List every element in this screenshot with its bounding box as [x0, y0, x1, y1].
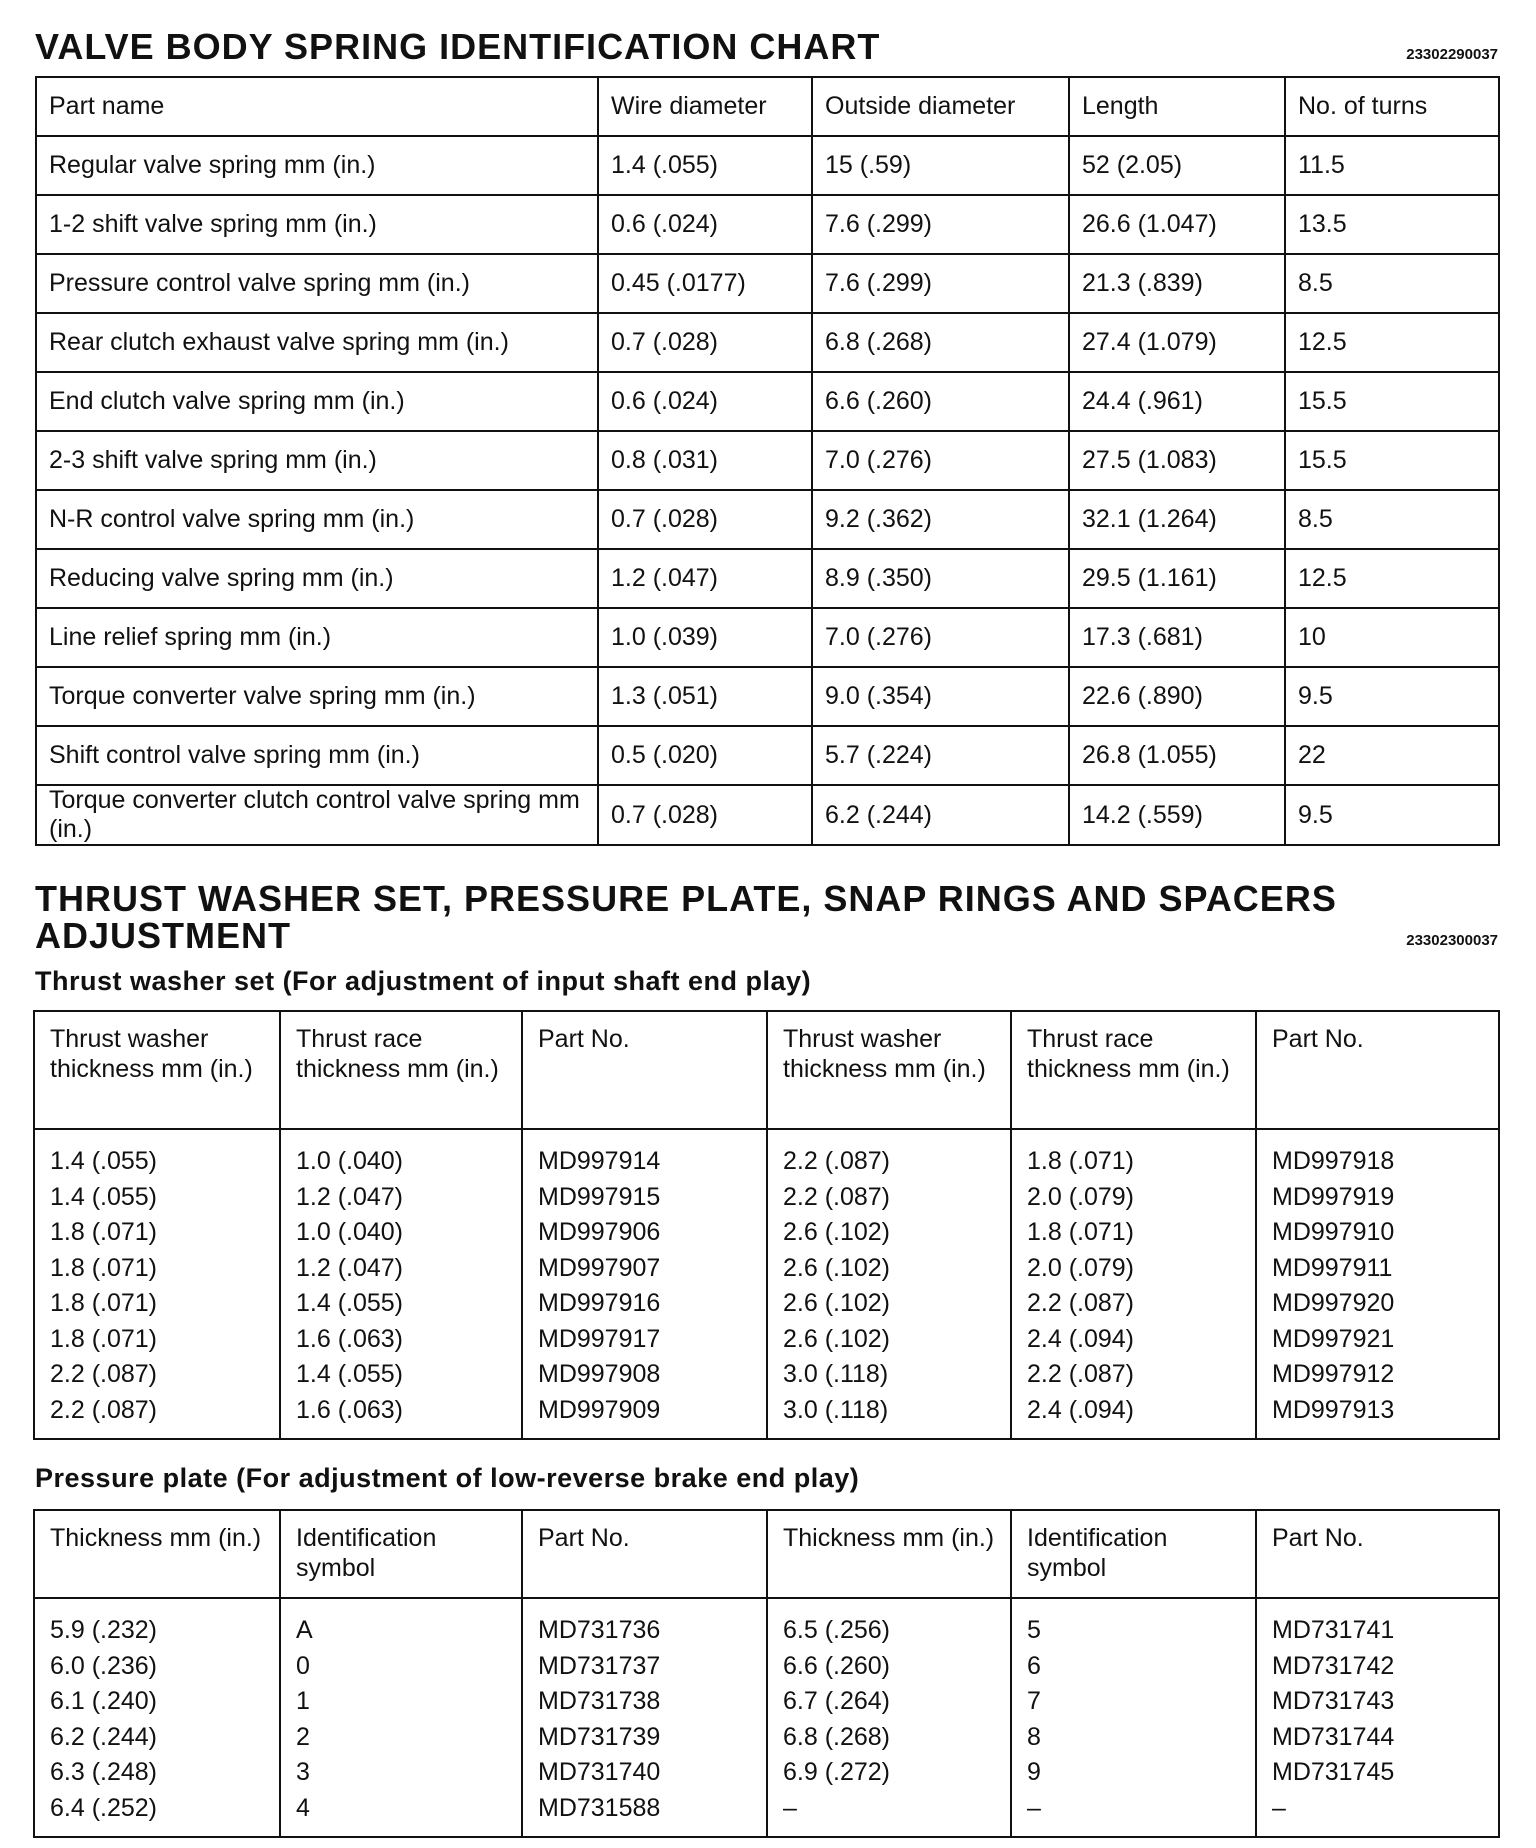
table-cell: 1 [280, 1684, 522, 1720]
table-row [34, 1180, 1499, 1216]
table-cell: 1.4 (.055) [598, 136, 812, 195]
table-row [34, 1755, 1499, 1791]
table-cell: 7.6 (.299) [812, 254, 1069, 313]
table-cell: 15 (.59) [812, 136, 1069, 195]
table-cell: 2.6 (.102) [767, 1322, 1011, 1358]
table-cell: 2.6 (.102) [767, 1286, 1011, 1322]
table-row [36, 726, 1499, 785]
table-row [34, 1720, 1499, 1756]
table-cell: MD731737 [522, 1649, 767, 1685]
table-cell: MD731742 [1256, 1649, 1499, 1685]
table-cell: 0.7 (.028) [598, 785, 812, 845]
column-header: Thrust race thickness mm (in.) [1011, 1011, 1256, 1129]
table-row [36, 136, 1499, 195]
section-title-thrust-washer: THRUST WASHER SET, PRESSURE PLATE, SNAP RINGS AND SPACERS ADJUSTMENT [35, 878, 1337, 956]
table-cell: 1.8 (.071) [1011, 1129, 1256, 1180]
table-cell: 9.0 (.354) [812, 667, 1069, 726]
table-cell: 7.0 (.276) [812, 608, 1069, 667]
table-cell: Rear clutch exhaust valve spring mm (in.) [36, 313, 598, 372]
table-cell: 2.2 (.087) [767, 1180, 1011, 1216]
table-cell: MD997906 [522, 1215, 767, 1251]
table-row [36, 254, 1499, 313]
table-row [34, 1649, 1499, 1685]
table-cell: Torque converter clutch control valve spring mm (in.) [36, 785, 598, 845]
table-cell: MD997918 [1256, 1129, 1499, 1180]
table-cell: 22.6 (.890) [1069, 667, 1285, 726]
table-cell: 5.7 (.224) [812, 726, 1069, 785]
column-header: Thrust washer thickness mm (in.) [34, 1011, 280, 1129]
table-row [36, 490, 1499, 549]
table-cell: Pressure control valve spring mm (in.) [36, 254, 598, 313]
table-cell: – [767, 1791, 1011, 1838]
table-cell: 3.0 (.118) [767, 1393, 1011, 1440]
table-cell: 1.8 (.071) [34, 1286, 280, 1322]
table-cell: 1.8 (.071) [34, 1322, 280, 1358]
table-cell: MD997914 [522, 1129, 767, 1180]
table-cell: 6.2 (.244) [812, 785, 1069, 845]
table-row [36, 195, 1499, 254]
table-row [34, 1684, 1499, 1720]
column-header: Wire diameter [598, 77, 812, 136]
table-cell: 6.5 (.256) [767, 1598, 1011, 1649]
table-row [36, 549, 1499, 608]
table-cell: 2.2 (.087) [1011, 1286, 1256, 1322]
table-cell: 2.4 (.094) [1011, 1322, 1256, 1358]
table-cell: 2.2 (.087) [34, 1393, 280, 1440]
column-header: Thrust race thickness mm (in.) [280, 1011, 522, 1129]
table-cell: 1.6 (.063) [280, 1322, 522, 1358]
table-cell: MD731739 [522, 1720, 767, 1756]
column-header: Part No. [1256, 1510, 1499, 1598]
table-cell: 6.1 (.240) [34, 1684, 280, 1720]
table-cell: Torque converter valve spring mm (in.) [36, 667, 598, 726]
table-cell: 2.6 (.102) [767, 1215, 1011, 1251]
table-cell: 26.8 (1.055) [1069, 726, 1285, 785]
column-header: Part No. [522, 1510, 767, 1598]
table-cell: 27.4 (1.079) [1069, 313, 1285, 372]
table-cell: 0.7 (.028) [598, 313, 812, 372]
table-row [36, 372, 1499, 431]
table-cell: 9.5 [1285, 785, 1499, 845]
table-cell: 6.3 (.248) [34, 1755, 280, 1791]
table-cell: 24.4 (.961) [1069, 372, 1285, 431]
table-cell: 6.6 (.260) [767, 1649, 1011, 1685]
valve-spring-table [35, 76, 1500, 846]
table-cell: 0.7 (.028) [598, 490, 812, 549]
table-cell: Shift control valve spring mm (in.) [36, 726, 598, 785]
table-cell: A [280, 1598, 522, 1649]
table-cell: 5.9 (.232) [34, 1598, 280, 1649]
table-cell: 9 [1011, 1755, 1256, 1791]
section-code: 23302290037 [1406, 46, 1498, 63]
table-cell: End clutch valve spring mm (in.) [36, 372, 598, 431]
column-header: Thickness mm (in.) [34, 1510, 280, 1598]
table-cell: 52 (2.05) [1069, 136, 1285, 195]
table-cell: MD997913 [1256, 1393, 1499, 1440]
table-cell: MD731743 [1256, 1684, 1499, 1720]
table-cell: 21.3 (.839) [1069, 254, 1285, 313]
table-cell: MD997908 [522, 1357, 767, 1393]
table-cell: MD731741 [1256, 1598, 1499, 1649]
table-cell: 1-2 shift valve spring mm (in.) [36, 195, 598, 254]
thrust-washer-subtitle: Thrust washer set (For adjustment of input shaft end play) [35, 966, 812, 996]
table-cell: MD997909 [522, 1393, 767, 1440]
table-cell: 6.8 (.268) [767, 1720, 1011, 1756]
table-cell: 1.8 (.071) [34, 1215, 280, 1251]
table-cell: 0.5 (.020) [598, 726, 812, 785]
table-cell: 15.5 [1285, 431, 1499, 490]
table-cell: 0.6 (.024) [598, 372, 812, 431]
table-cell: MD731736 [522, 1598, 767, 1649]
table-cell: 3.0 (.118) [767, 1357, 1011, 1393]
table-cell: 6.2 (.244) [34, 1720, 280, 1756]
table-cell: 8.9 (.350) [812, 549, 1069, 608]
table-row [36, 785, 1499, 845]
table-cell: 15.5 [1285, 372, 1499, 431]
table-cell: 2.2 (.087) [1011, 1357, 1256, 1393]
table-cell: 27.5 (1.083) [1069, 431, 1285, 490]
table-cell: 1.8 (.071) [34, 1251, 280, 1287]
table-cell: 6 [1011, 1649, 1256, 1685]
table-cell: 0 [280, 1649, 522, 1685]
table-cell: MD997911 [1256, 1251, 1499, 1287]
header-row [36, 77, 1499, 136]
table-cell: 1.4 (.055) [34, 1180, 280, 1216]
section-code: 23302300037 [1406, 932, 1498, 949]
table-cell: 32.1 (1.264) [1069, 490, 1285, 549]
table-cell: 6.6 (.260) [812, 372, 1069, 431]
table-cell: MD997915 [522, 1180, 767, 1216]
table-cell: 1.4 (.055) [280, 1286, 522, 1322]
table-row [34, 1251, 1499, 1287]
table-cell: 9.5 [1285, 667, 1499, 726]
table-cell: 2.2 (.087) [767, 1129, 1011, 1180]
table-row [36, 608, 1499, 667]
table-cell: – [1256, 1791, 1499, 1838]
column-header: Outside diameter [812, 77, 1069, 136]
table-cell: 9.2 (.362) [812, 490, 1069, 549]
table-cell: 2 [280, 1720, 522, 1756]
table-cell: 1.6 (.063) [280, 1393, 522, 1440]
table-row [34, 1215, 1499, 1251]
table-cell: MD997907 [522, 1251, 767, 1287]
table-cell: 0.45 (.0177) [598, 254, 812, 313]
table-cell: 7 [1011, 1684, 1256, 1720]
column-header: Identification symbol [280, 1510, 522, 1598]
table-cell: 6.7 (.264) [767, 1684, 1011, 1720]
table-cell: 14.2 (.559) [1069, 785, 1285, 845]
table-cell: 2.4 (.094) [1011, 1393, 1256, 1440]
table-cell: 1.2 (.047) [598, 549, 812, 608]
column-header: Part No. [522, 1011, 767, 1129]
table-cell: 7.6 (.299) [812, 195, 1069, 254]
table-cell: 0.8 (.031) [598, 431, 812, 490]
pressure-plate-subtitle: Pressure plate (For adjustment of low-reverse brake end play) [35, 1463, 860, 1493]
table-row [34, 1322, 1499, 1358]
table-row [34, 1791, 1499, 1838]
table-cell: 2.0 (.079) [1011, 1180, 1256, 1216]
table-cell: MD731740 [522, 1755, 767, 1791]
table-cell: 10 [1285, 608, 1499, 667]
table-cell: 3 [280, 1755, 522, 1791]
table-cell: 1.4 (.055) [280, 1357, 522, 1393]
table-row [34, 1598, 1499, 1649]
table-cell: 2.6 (.102) [767, 1251, 1011, 1287]
table-row [34, 1286, 1499, 1322]
table-cell: MD997920 [1256, 1286, 1499, 1322]
table-cell: 6.0 (.236) [34, 1649, 280, 1685]
table-cell: 5 [1011, 1598, 1256, 1649]
table-cell: 1.3 (.051) [598, 667, 812, 726]
table-cell: 1.0 (.040) [280, 1129, 522, 1180]
table-cell: 12.5 [1285, 549, 1499, 608]
table-cell: MD731738 [522, 1684, 767, 1720]
table-cell: MD731744 [1256, 1720, 1499, 1756]
section-title-valve-spring: VALVE BODY SPRING IDENTIFICATION CHART [35, 26, 881, 67]
table-row [34, 1357, 1499, 1393]
table-cell: MD997921 [1256, 1322, 1499, 1358]
table-cell: 26.6 (1.047) [1069, 195, 1285, 254]
table-cell: 1.2 (.047) [280, 1251, 522, 1287]
table-cell: Line relief spring mm (in.) [36, 608, 598, 667]
table-cell: 8 [1011, 1720, 1256, 1756]
table-cell: – [1011, 1791, 1256, 1838]
table-cell: MD997910 [1256, 1215, 1499, 1251]
table-cell: MD997919 [1256, 1180, 1499, 1216]
column-header: Part No. [1256, 1011, 1499, 1129]
header-row [34, 1011, 1499, 1129]
table-cell: 6.8 (.268) [812, 313, 1069, 372]
thrust-washer-table [33, 1010, 1500, 1440]
table-cell: 6.4 (.252) [34, 1791, 280, 1838]
table-row [36, 431, 1499, 490]
table-cell: 8.5 [1285, 254, 1499, 313]
table-cell: 2-3 shift valve spring mm (in.) [36, 431, 598, 490]
table-cell: N-R control valve spring mm (in.) [36, 490, 598, 549]
header-row [34, 1510, 1499, 1598]
table-cell: 1.0 (.039) [598, 608, 812, 667]
table-cell: 8.5 [1285, 490, 1499, 549]
table-cell: 12.5 [1285, 313, 1499, 372]
table-row [36, 667, 1499, 726]
table-cell: Regular valve spring mm (in.) [36, 136, 598, 195]
table-cell: 13.5 [1285, 195, 1499, 254]
table-cell: 0.6 (.024) [598, 195, 812, 254]
table-cell: 17.3 (.681) [1069, 608, 1285, 667]
pressure-plate-table [33, 1509, 1500, 1838]
column-header: Thrust washer thickness mm (in.) [767, 1011, 1011, 1129]
table-cell: MD731745 [1256, 1755, 1499, 1791]
table-cell: MD997916 [522, 1286, 767, 1322]
table-cell: 7.0 (.276) [812, 431, 1069, 490]
table-cell: 22 [1285, 726, 1499, 785]
table-cell: 4 [280, 1791, 522, 1838]
table-cell: 1.0 (.040) [280, 1215, 522, 1251]
table-cell: Reducing valve spring mm (in.) [36, 549, 598, 608]
table-cell: 11.5 [1285, 136, 1499, 195]
column-header: Part name [36, 77, 598, 136]
column-header: Thickness mm (in.) [767, 1510, 1011, 1598]
column-header: Identification symbol [1011, 1510, 1256, 1598]
column-header: Length [1069, 77, 1285, 136]
column-header: No. of turns [1285, 77, 1499, 136]
table-cell: MD731588 [522, 1791, 767, 1838]
table-row [36, 313, 1499, 372]
table-cell: 2.0 (.079) [1011, 1251, 1256, 1287]
table-cell: 6.9 (.272) [767, 1755, 1011, 1791]
table-cell: 2.2 (.087) [34, 1357, 280, 1393]
table-cell: 1.8 (.071) [1011, 1215, 1256, 1251]
table-cell: 1.2 (.047) [280, 1180, 522, 1216]
table-cell: 29.5 (1.161) [1069, 549, 1285, 608]
table-cell: MD997917 [522, 1322, 767, 1358]
table-row [34, 1393, 1499, 1440]
table-row [34, 1129, 1499, 1180]
table-cell: 1.4 (.055) [34, 1129, 280, 1180]
table-cell: MD997912 [1256, 1357, 1499, 1393]
